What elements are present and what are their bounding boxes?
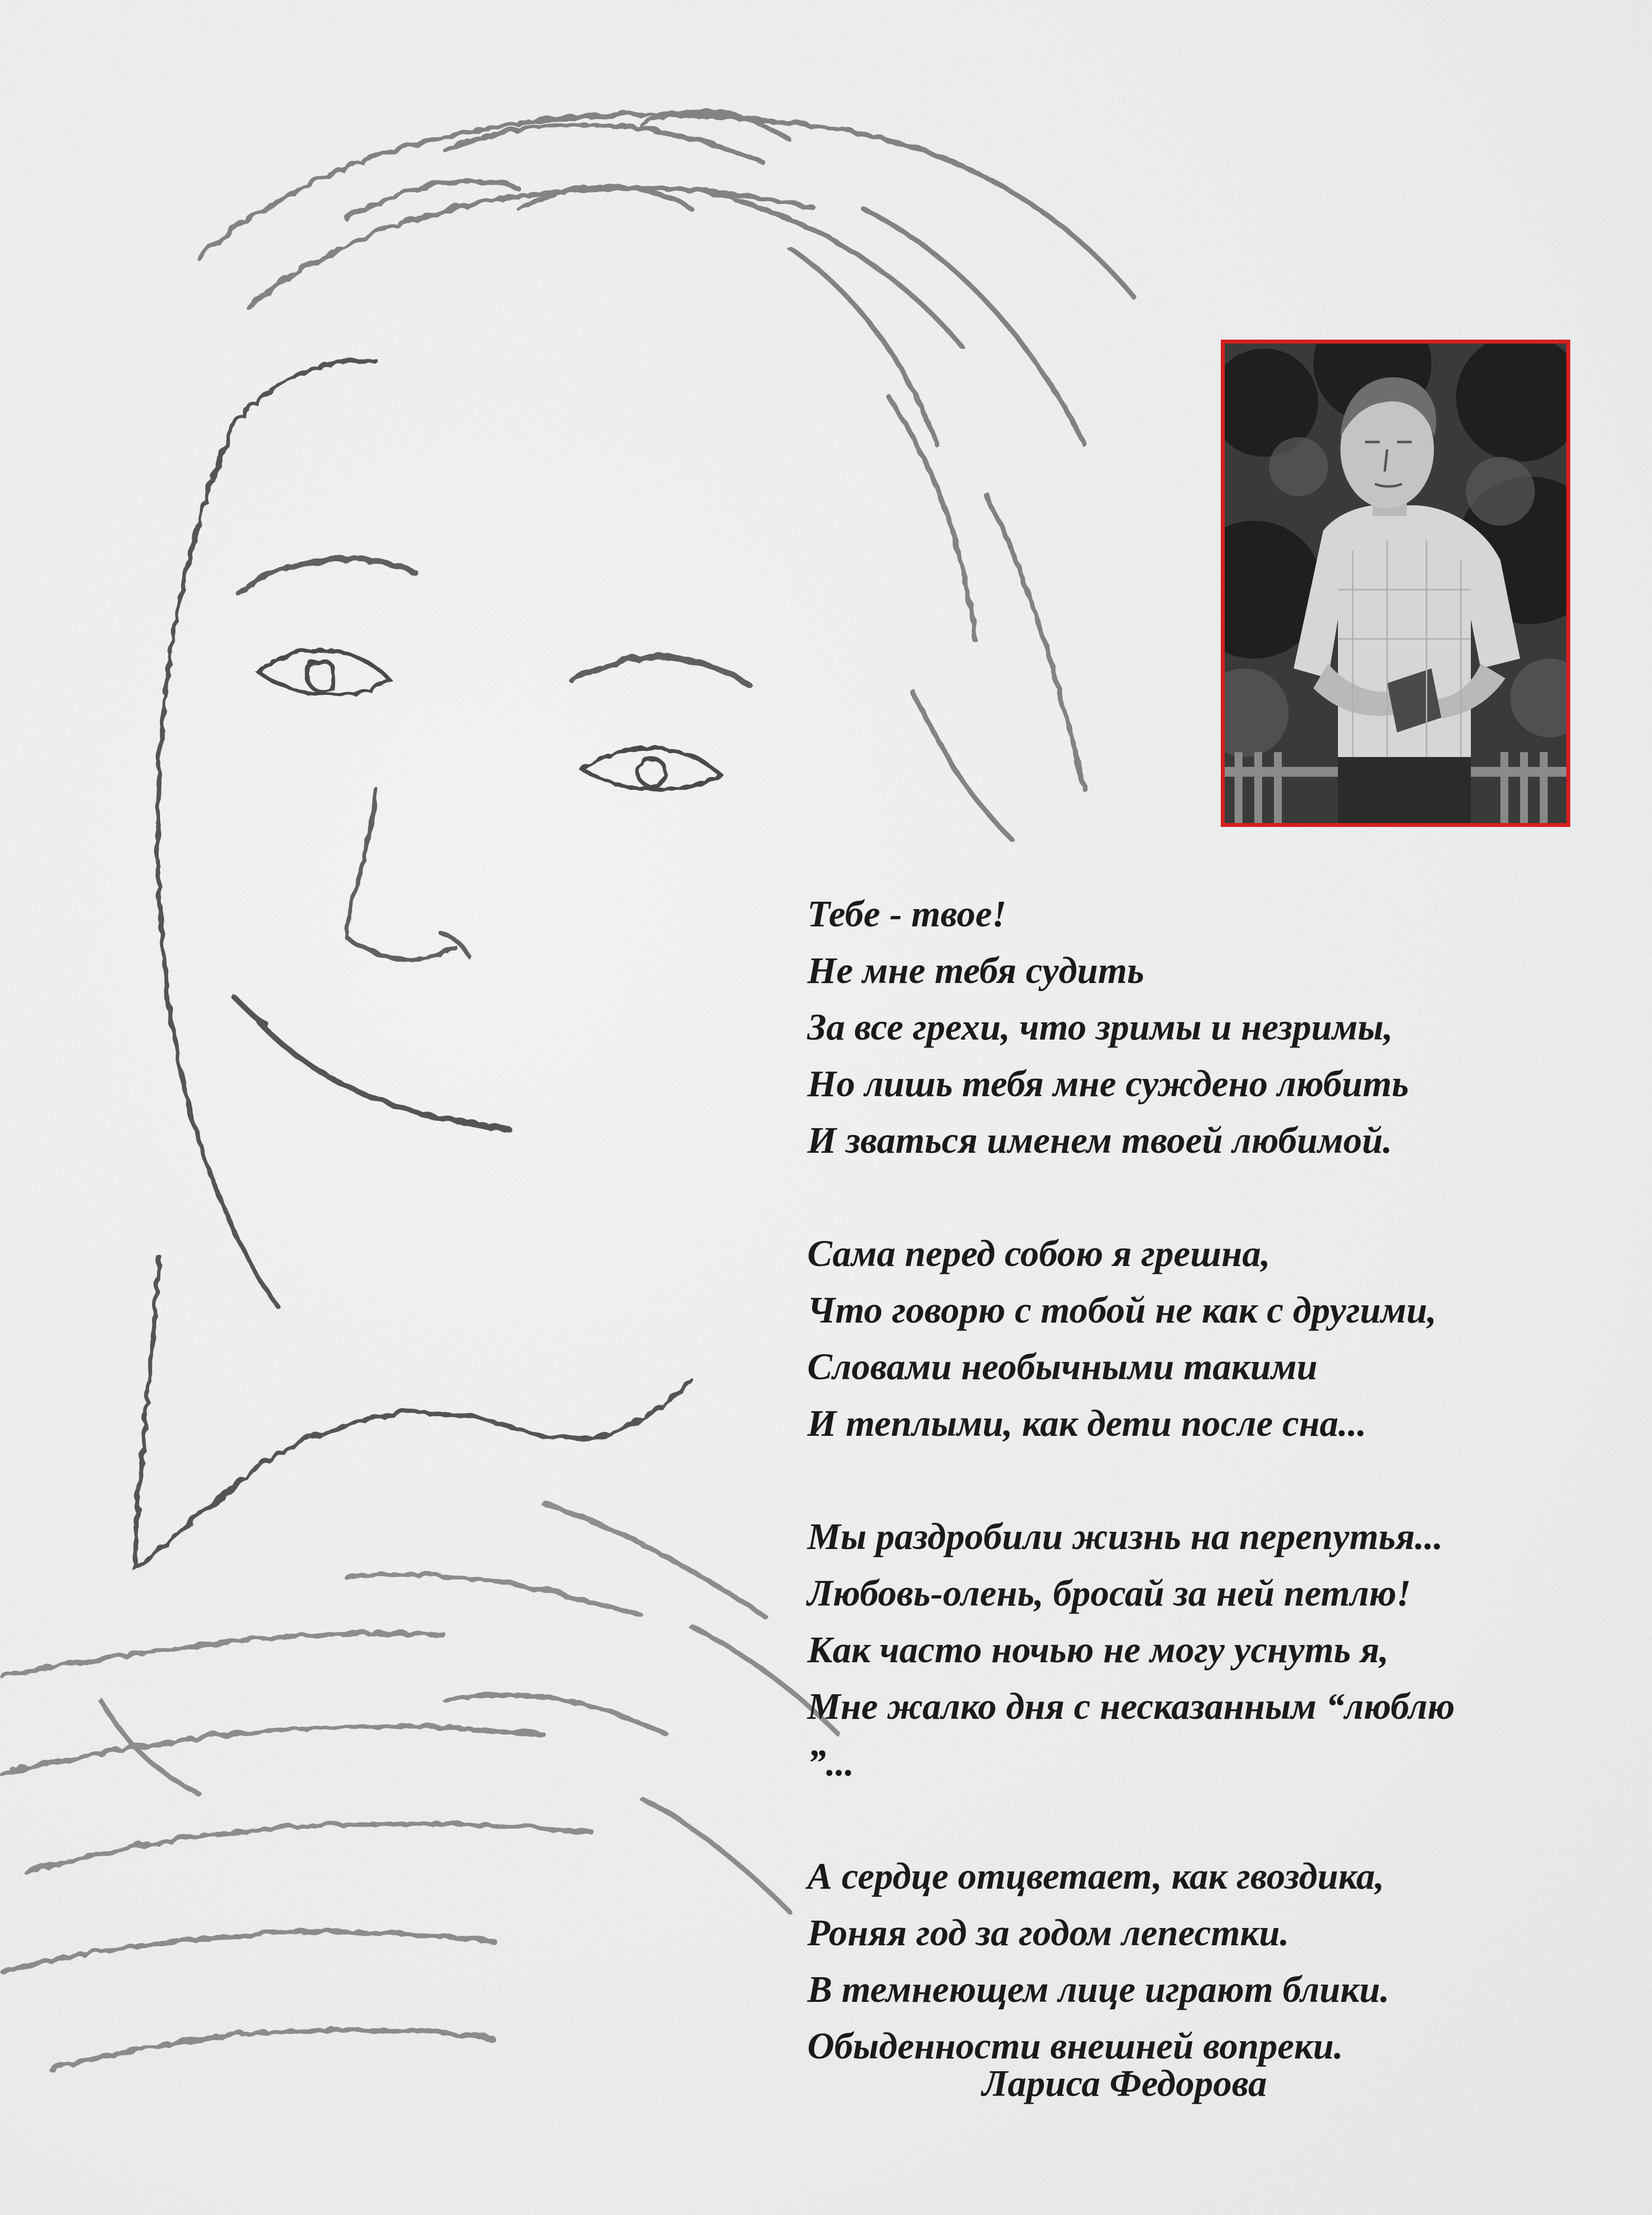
- poem-line: Что говорю с тобой не как с другими,: [807, 1282, 1624, 1339]
- poem-line: Но лишь тебя мне суждено любить: [807, 1056, 1624, 1112]
- poem-line: Любовь-олень, бросай за ней петлю!: [807, 1565, 1624, 1622]
- poem-line: Не мне тебя судить: [807, 943, 1624, 999]
- poem-line: А сердце отцветает, как гвоздика,: [807, 1848, 1624, 1905]
- poem-line: В темнеющем лице играют блики.: [807, 1962, 1624, 2018]
- poem-line: Мы раздробили жизнь на перепутья...: [807, 1509, 1624, 1565]
- poem-line: Роняя год за годом лепестки.: [807, 1905, 1624, 1962]
- poem-line: И теплыми, как дети после сна...: [807, 1395, 1624, 1452]
- poem-line: Словами необычными такими: [807, 1339, 1624, 1395]
- author-signature: Лариса Федорова: [982, 2062, 1267, 2105]
- poem-line: Мне жалко дня с несказанным “люблю: [807, 1678, 1624, 1735]
- poem-line: ”...: [807, 1735, 1624, 1792]
- poem-line: За все грехи, что зримы и незримы,: [807, 999, 1624, 1056]
- poem-line: Обыденности внешней вопреки.: [807, 2018, 1624, 2075]
- poem-line: Сама перед собою я грешна,: [807, 1226, 1624, 1282]
- poem-line: И зваться именем твоей любимой.: [807, 1112, 1624, 1169]
- poem-line: Как часто ночью не могу уснуть я,: [807, 1622, 1624, 1678]
- poem-line: Тебе - твое!: [807, 886, 1624, 943]
